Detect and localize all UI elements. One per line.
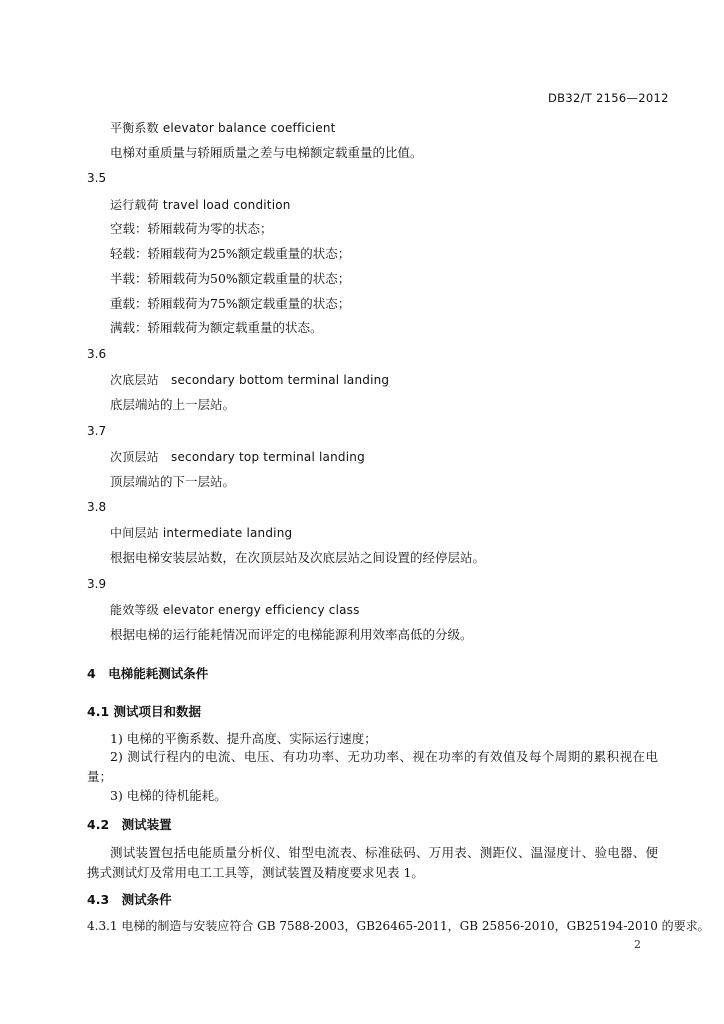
term-balance-coefficient: 平衡系数 elevator balance coefficient xyxy=(110,121,336,135)
def-balance-coefficient: 电梯对重质量与轿厢质量之差与电梯额定载重量的比值。 xyxy=(110,145,423,160)
def-full-load: 满载：轿厢载荷为额定载重量的状态。 xyxy=(110,320,323,335)
clause-number-3-7: 3.7 xyxy=(87,424,107,438)
section-4-3-1: 4.3.1 电梯的制造与安装应符合 GB 7588-2003，GB26465-2011，GB 25856-2010，GB25194-2010 的要求。 xyxy=(87,919,710,933)
def-empty-load: 空载：轿厢载荷为零的状态； xyxy=(110,221,273,236)
clause-number-3-6: 3.6 xyxy=(87,347,107,361)
clause-number-3-8: 3.8 xyxy=(87,500,107,514)
list-item-1: 1) 电梯的平衡系数、提升高度、实际运行速度； xyxy=(110,731,377,746)
section-4-1-heading: 4.1 测试项目和数据 xyxy=(87,704,201,719)
def-half-load: 半载：轿厢载荷为50%额定载重量的状态； xyxy=(110,271,351,286)
section-4-heading: 4 电梯能耗测试条件 xyxy=(87,666,209,681)
def-intermediate-landing: 根据电梯安装层站数，在次顶层站及次底层站之间设置的经停层站。 xyxy=(110,550,486,565)
list-item-2: 2) 测试行程内的电流、电压、有功功率、无功功率、视在功率的有效值及每个周期的累积视在电 xyxy=(110,749,658,764)
def-light-load: 轻载：轿厢载荷为25%额定载重量的状态； xyxy=(110,246,351,261)
term-secondary-bottom: 次底层站 secondary bottom terminal landing xyxy=(110,373,390,387)
page-number: 2 xyxy=(634,938,641,951)
def-energy-efficiency-class: 根据电梯的运行能耗情况而评定的电梯能源利用效率高低的分级。 xyxy=(110,627,473,642)
term-secondary-top: 次顶层站 secondary top terminal landing xyxy=(110,450,365,464)
def-secondary-top: 顶层端站的下一层站。 xyxy=(110,474,236,489)
clause-number-3-5: 3.5 xyxy=(87,171,107,185)
term-travel-load: 运行载荷 travel load condition xyxy=(110,198,291,212)
clause-number-3-9: 3.9 xyxy=(87,577,107,591)
def-secondary-bottom: 底层端站的上一层站。 xyxy=(110,397,236,412)
section-4-3-heading: 4.3 测试条件 xyxy=(87,892,172,907)
term-energy-efficiency-class: 能效等级 elevator energy efficiency class xyxy=(110,603,360,617)
section-4-2-heading: 4.2 测试装置 xyxy=(87,817,172,832)
term-intermediate-landing: 中间层站 intermediate landing xyxy=(110,526,293,540)
def-heavy-load: 重载：轿厢载荷为75%额定载重量的状态； xyxy=(110,296,351,311)
list-item-3: 3) 电梯的待机能耗。 xyxy=(110,788,227,803)
list-item-2-continued: 量； xyxy=(87,769,113,784)
section-4-2-line-1: 测试装置包括电能质量分析仪、钳型电流表、标准砝码、万用表、测距仪、温湿度计、验电器、便 xyxy=(110,845,658,860)
standard-code: DB32/T 2156—2012 xyxy=(548,91,669,105)
section-4-2-line-2: 携式测试灯及常用电工工具等，测试装置及精度要求见表 1。 xyxy=(87,865,424,880)
